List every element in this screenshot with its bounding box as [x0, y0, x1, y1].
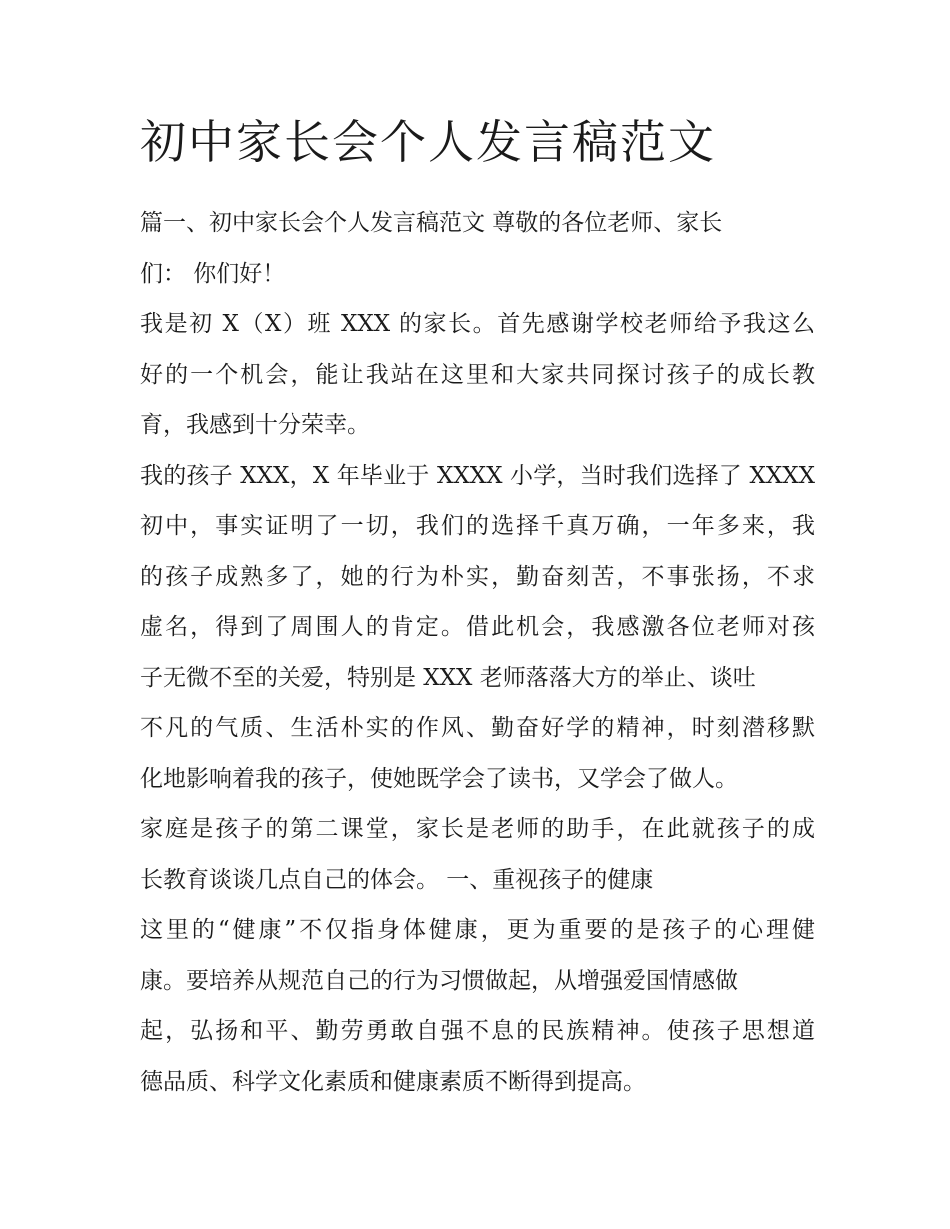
text-line: 我的孩子 XXX，X 年毕业于 XXXX 小学，当时我们选择了 XXXX — [140, 462, 815, 489]
document-body — [140, 198, 815, 1107]
text-line: 育，我感到十分荣幸。 — [140, 412, 370, 438]
text-line: 的孩子成熟多了，她的行为朴实，勤奋刻苦，不事张扬，不求 — [140, 563, 815, 590]
text-line: 这里的“健康”不仅指身体健康，更为重要的是孩子的心理健 — [140, 917, 815, 943]
text-line: 初中，事实证明了一切，我们的选择千真万确，一年多来，我 — [140, 513, 815, 539]
text-line: 篇一、初中家长会个人发言稿范文 尊敬的各位老师、家长 — [140, 210, 723, 236]
text-line: 子无微不至的关爱，特别是 XXX 老师落落大方的举止、谈吐 — [140, 664, 756, 691]
text-line: 我是初 X（X）班 XXX 的家长。首先感谢学校老师给予我这么 — [140, 311, 815, 337]
text-line: 虚名，得到了周围人的肯定。借此机会，我感激各位老师对孩 — [140, 614, 815, 640]
text-line: 好的一个机会，能让我站在这里和大家共同探讨孩子的成长教 — [140, 361, 815, 388]
text-line: 家庭是孩子的第二课堂，家长是老师的助手，在此就孩子的成 — [140, 816, 815, 842]
text-line: 长教育谈谈几点自己的体会。 一、重视孩子的健康 — [140, 866, 654, 893]
text-line: 德品质、科学文化素质和健康素质不断得到提高。 — [140, 1068, 646, 1095]
text-line: 们： 你们好！ — [140, 260, 286, 287]
text-line: 康。要培养从规范自己的行为习惯做起，从增强爱国情感做 — [140, 967, 738, 994]
document-title: 初中家长会个人发言稿范文 — [140, 115, 716, 169]
text-line: 起，弘扬和平、勤劳勇敢自强不息的民族精神。使孩子思想道 — [140, 1018, 815, 1044]
text-line: 不凡的气质、生活朴实的作风、勤奋好学的精神，时刻潜移默 — [140, 715, 815, 741]
text-line: 化地影响着我的孩子，使她既学会了读书，又学会了做人。 — [140, 765, 738, 792]
